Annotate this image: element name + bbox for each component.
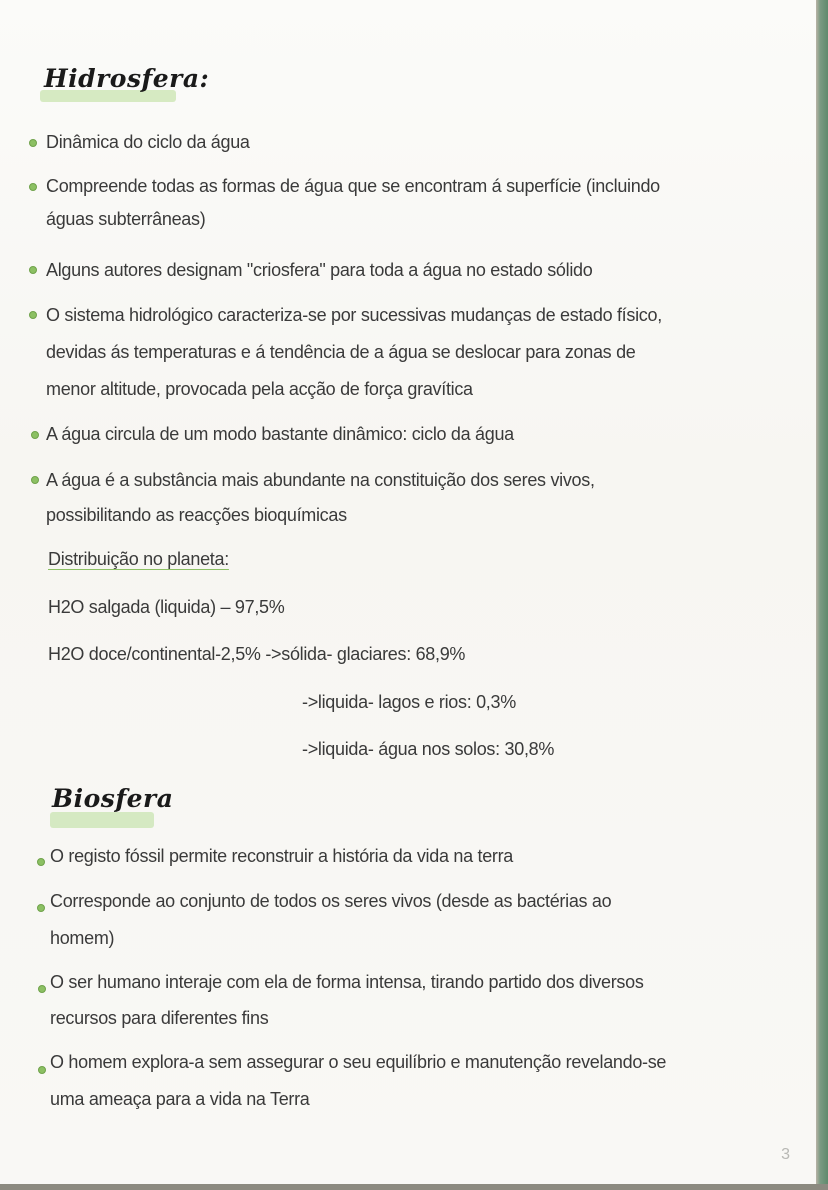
distribution-line: ->liquida- água nos solos: 30,8%	[302, 739, 555, 759]
bullet-text: O homem explora-a sem assegurar o seu equilíbrio e manutenção revelando-se	[50, 1052, 667, 1072]
bullet-icon	[29, 139, 37, 147]
bullet-text-continued: menor altitude, provocada pela acção de força gravítica	[46, 379, 473, 399]
bullet-text: Alguns autores designam "criosfera" para toda a água no estado sólido	[46, 260, 593, 280]
bullet-text-continued: recursos para diferentes fins	[50, 1008, 269, 1028]
distribution-line: H2O doce/continental-2,5% ->sólida- glaciares: 68,9%	[48, 644, 466, 664]
bullet-icon	[38, 1066, 46, 1074]
subsection-title-distribuicao: Distribuição no planeta:	[48, 549, 229, 569]
bullet-text-continued: águas subterrâneas)	[46, 209, 206, 229]
bullet-text: O sistema hidrológico caracteriza-se por sucessivas mudanças de estado físico,	[46, 305, 662, 325]
page-number: 3	[781, 1146, 790, 1163]
bullet-icon	[29, 183, 37, 191]
bullet-text-continued: possibilitando as reacções bioquímicas	[46, 505, 347, 525]
distribution-line: ->liquida- lagos e rios: 0,3%	[302, 692, 516, 712]
heading-highlight	[50, 812, 154, 828]
bullet-text: O ser humano interaje com ela de forma intensa, tirando partido dos diversos	[50, 972, 644, 992]
bullet-text-continued: homem)	[50, 928, 115, 948]
bullet-icon	[37, 858, 45, 866]
section-title-hidrosfera: Hidrosfera:	[44, 64, 210, 93]
bullet-text: Dinâmica do ciclo da água	[46, 132, 250, 152]
bullet-icon	[31, 476, 39, 484]
bullet-text-continued: uma ameaça para a vida na Terra	[50, 1089, 310, 1109]
notebook-edge	[816, 0, 828, 1190]
bullet-text-continued: devidas ás temperaturas e á tendência de a água se deslocar para zonas de	[46, 342, 636, 362]
distribution-line: H2O salgada (liquida) – 97,5%	[48, 597, 285, 617]
bullet-icon	[29, 266, 37, 274]
bullet-icon	[29, 311, 37, 319]
bullet-text: A água circula de um modo bastante dinâmico: ciclo da água	[46, 424, 514, 444]
bullet-text: A água é a substância mais abundante na constituição dos seres vivos,	[46, 470, 595, 490]
bullet-text: Compreende todas as formas de água que se encontram á superfície (incluindo	[46, 176, 660, 196]
bullet-icon	[31, 431, 39, 439]
bullet-text: O registo fóssil permite reconstruir a história da vida na terra	[50, 846, 514, 866]
bullet-icon	[37, 904, 45, 912]
notebook-bottom-edge	[0, 1184, 828, 1190]
section-title-biosfera: Biosfera	[52, 784, 174, 813]
bullet-text: Corresponde ao conjunto de todos os seres vivos (desde as bactérias ao	[50, 891, 612, 911]
bullet-icon	[38, 985, 46, 993]
